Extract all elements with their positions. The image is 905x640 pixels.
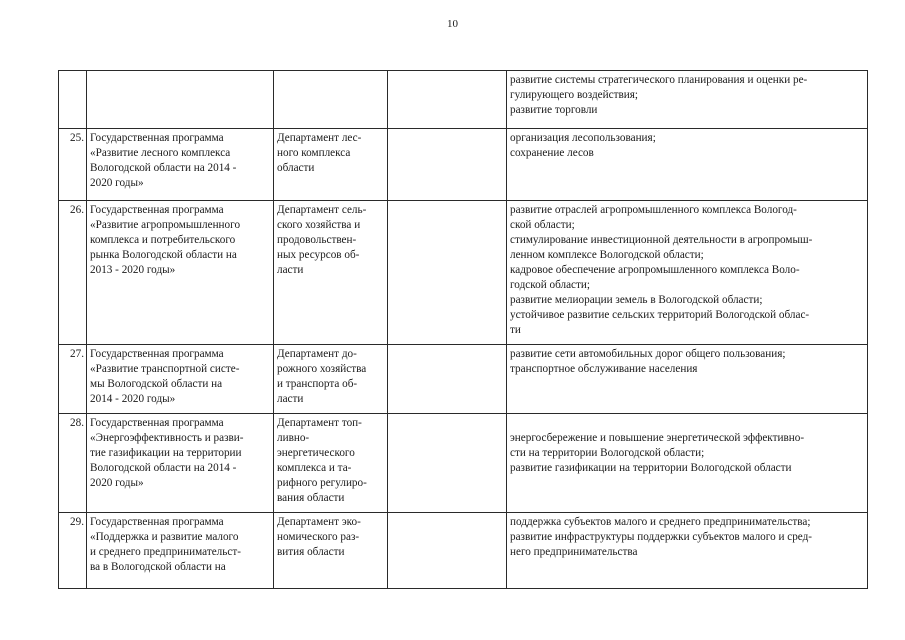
row-number-cell (59, 201, 87, 345)
direction-line: ленном комплексе Вологодской области; (510, 249, 704, 261)
direction-line: развитие отраслей агропромышленного комплекса Вологод- (510, 204, 797, 216)
row-number-cell (59, 513, 87, 589)
table-row (59, 513, 868, 589)
program-line: Государственная программа (90, 516, 224, 528)
program-line: рынка Вологодской области на (90, 249, 237, 261)
direction-line: энергосбережение и повышение энергетической эффективно- (510, 432, 805, 444)
program-line: 2014 - 2020 годы» (90, 393, 176, 405)
program-line: «Развитие агропромышленного (90, 219, 241, 231)
program-line: тие газификации на территории (90, 447, 242, 459)
department-line: рожного хозяйства (277, 363, 367, 375)
direction-line: сохранение лесов (510, 147, 594, 159)
program-line: «Поддержка и развитие малого (90, 531, 239, 543)
department-line: энергетического (277, 447, 355, 459)
direction-line: гулирующего воздействия; (510, 89, 638, 101)
directions-cell (507, 201, 868, 345)
department-line: вания области (277, 492, 345, 504)
program-line: Государственная программа (90, 417, 224, 429)
directions-cell (507, 129, 868, 201)
department-line: рифного регулиро- (277, 477, 367, 489)
program-line: Государственная программа (90, 348, 224, 360)
direction-line: него предпринимательства (510, 546, 638, 558)
row-number: 27. (70, 348, 84, 360)
department-line: Департамент топ- (277, 417, 362, 429)
department-line: и транспорта об- (277, 378, 358, 390)
program-cell (87, 513, 274, 589)
program-line: 2020 годы» (90, 177, 144, 189)
empty-cell (388, 201, 507, 345)
department-cell (274, 414, 388, 513)
direction-line: поддержка субъектов малого и среднего предпринимательства; (510, 516, 811, 528)
row-number-cell (59, 71, 87, 129)
empty-cell (388, 129, 507, 201)
table-body (59, 71, 868, 589)
department-line: продовольствен- (277, 234, 357, 246)
department-line: ливно- (277, 432, 310, 444)
directions-cell (507, 71, 868, 129)
direction-line: устойчивое развитие сельских территорий Вологодской облас- (510, 309, 810, 321)
direction-line: развитие системы стратегического планирования и оценки ре- (510, 74, 808, 86)
department-line: Департамент до- (277, 348, 357, 360)
program-line: «Энергоэффективность и разви- (90, 432, 244, 444)
program-cell (87, 345, 274, 414)
program-cell (87, 129, 274, 201)
direction-line: сти на территории Вологодской области; (510, 447, 705, 459)
department-cell (274, 513, 388, 589)
empty-cell (388, 71, 507, 129)
program-line: мы Вологодской области на (90, 378, 223, 390)
empty-cell (388, 414, 507, 513)
direction-line: стимулирование инвестиционной деятельности в агропромыш- (510, 234, 813, 246)
row-number: 26. (70, 204, 84, 216)
department-line: ского хозяйства и (277, 219, 361, 231)
department-line: комплекса и та- (277, 462, 352, 474)
direction-line: годской области; (510, 279, 590, 291)
table-row (59, 414, 868, 513)
direction-line: организация лесопользования; (510, 132, 656, 144)
direction-line: кадровое обеспечение агропромышленного комплекса Воло- (510, 264, 800, 276)
program-line: Вологодской области на 2014 - (90, 162, 237, 174)
program-cell (87, 414, 274, 513)
department-cell (274, 201, 388, 345)
program-line: «Развитие транспортной систе- (90, 363, 240, 375)
directions-cell (507, 513, 868, 589)
row-number: 29. (70, 516, 84, 528)
table-row (59, 345, 868, 414)
department-line: вития области (277, 546, 345, 558)
department-line: области (277, 162, 315, 174)
program-line: Государственная программа (90, 132, 224, 144)
empty-cell (388, 513, 507, 589)
direction-line: развитие газификации на территории Вологодской области (510, 462, 792, 474)
department-line: Департамент сель- (277, 204, 367, 216)
department-cell (274, 129, 388, 201)
program-line: «Развитие лесного комплекса (90, 147, 231, 159)
directions-cell (507, 414, 868, 513)
program-line: комплекса и потребительского (90, 234, 236, 246)
department-line: Департамент эко- (277, 516, 361, 528)
program-line: 2013 - 2020 годы» (90, 264, 176, 276)
program-line: 2020 годы» (90, 477, 144, 489)
direction-line: развитие торговли (510, 104, 598, 116)
row-number-cell (59, 414, 87, 513)
program-cell (87, 71, 274, 129)
department-line: ного комплекса (277, 147, 351, 159)
program-line: и среднего предпринимательст- (90, 546, 241, 558)
program-line: ва в Вологодской области на (90, 561, 226, 573)
department-line: ласти (277, 264, 304, 276)
direction-line (510, 416, 864, 431)
program-cell (87, 201, 274, 345)
department-cell (274, 71, 388, 129)
directions-cell (507, 345, 868, 414)
program-line: Государственная программа (90, 204, 224, 216)
direction-line: ти (510, 324, 521, 336)
department-line: Департамент лес- (277, 132, 362, 144)
row-number-cell (59, 129, 87, 201)
department-line: номического раз- (277, 531, 360, 543)
direction-line: транспортное обслуживание населения (510, 363, 698, 375)
department-line: ласти (277, 393, 304, 405)
direction-line: развитие мелиорации земель в Вологодской области; (510, 294, 763, 306)
direction-line: ской области; (510, 219, 575, 231)
department-cell (274, 345, 388, 414)
row-number-cell (59, 345, 87, 414)
direction-line: развитие инфраструктуры поддержки субъектов малого и сред- (510, 531, 813, 543)
row-number: 28. (70, 417, 84, 429)
row-number: 25. (70, 132, 84, 144)
program-line: Вологодской области на 2014 - (90, 462, 237, 474)
table-row (59, 129, 868, 201)
direction-line: развитие сети автомобильных дорог общего пользования; (510, 348, 786, 360)
table-row (59, 201, 868, 345)
department-line: ных ресурсов об- (277, 249, 360, 261)
empty-cell (388, 345, 507, 414)
programs-table (58, 70, 868, 589)
table-row (59, 71, 868, 129)
page-number: 10 (447, 18, 458, 30)
